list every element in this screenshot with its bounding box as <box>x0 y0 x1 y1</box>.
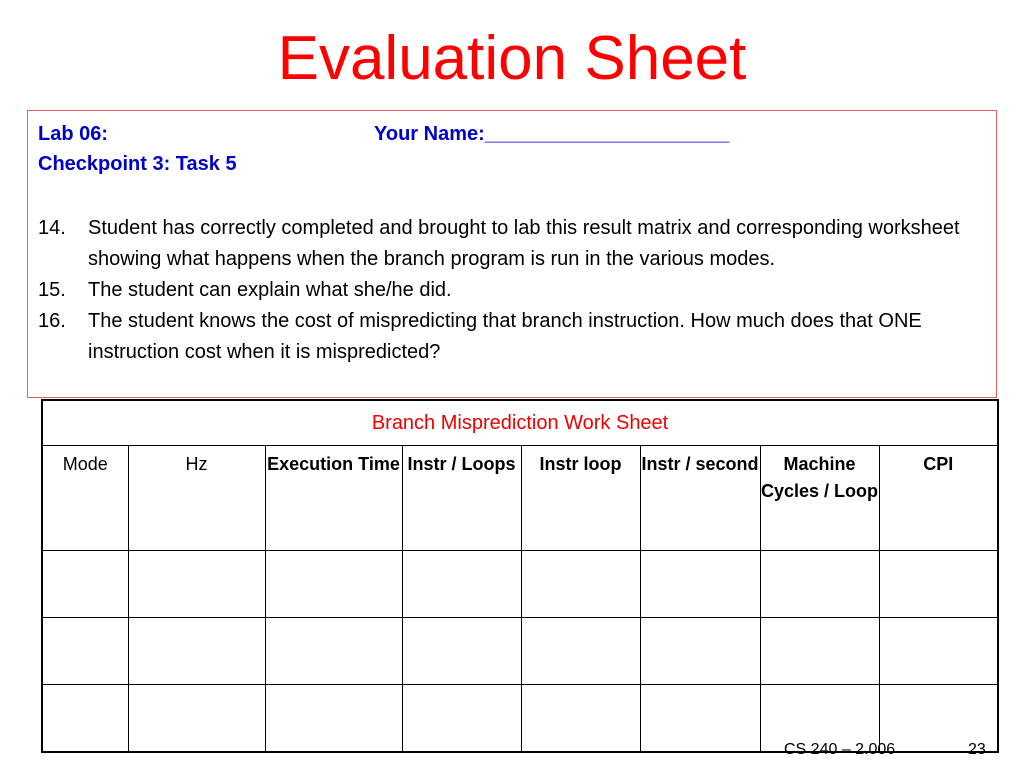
checkpoint-label: Checkpoint 3: Task 5 <box>38 153 237 175</box>
table-row <box>42 551 998 618</box>
table-cell[interactable] <box>42 685 128 753</box>
column-header-instr-loop: Instr loop <box>521 446 640 551</box>
column-header-mode: Mode <box>42 446 128 551</box>
footer-course: CS 240 – 2.006 <box>784 741 896 758</box>
table-cell[interactable] <box>42 618 128 685</box>
item-text: The student can explain what she/he did. <box>88 279 452 301</box>
column-header-instr-loops: Instr / Loops <box>402 446 521 551</box>
table-cell[interactable] <box>640 618 760 685</box>
item-number: 15. <box>38 279 66 301</box>
lab-label: Lab 06: <box>38 123 109 145</box>
footer-page-number: 23 <box>968 741 986 758</box>
table-cell[interactable] <box>265 551 402 618</box>
table-cell[interactable] <box>760 618 879 685</box>
checklist-item <box>38 213 990 275</box>
table-cell[interactable] <box>521 551 640 618</box>
worksheet-header-row <box>42 446 998 551</box>
table-cell[interactable] <box>879 551 998 618</box>
item-text: Student has correctly completed and brought to lab this result matrix and corresponding worksheet showing what happens when the branch program is run in the various modes. <box>88 217 960 270</box>
slide-title: Evaluation Sheet <box>277 24 747 93</box>
column-header-cpi: CPI <box>879 446 998 551</box>
item-text: The student knows the cost of mispredicting that branch instruction. How much does that ONE instruction cost when it is mispredicted? <box>88 310 922 363</box>
checklist <box>38 213 990 368</box>
column-header-instr-second: Instr / second <box>640 446 760 551</box>
your-name-field: Your Name:______________________ <box>374 123 730 145</box>
column-header-hz: Hz <box>128 446 265 551</box>
checklist-item <box>38 275 990 306</box>
table-cell[interactable] <box>402 618 521 685</box>
table-cell[interactable] <box>42 551 128 618</box>
table-cell[interactable] <box>402 685 521 753</box>
table-cell[interactable] <box>128 685 265 753</box>
table-cell[interactable] <box>128 551 265 618</box>
item-number: 14. <box>38 217 66 239</box>
table-cell[interactable] <box>879 618 998 685</box>
table-cell[interactable] <box>521 685 640 753</box>
table-cell[interactable] <box>760 551 879 618</box>
table-cell[interactable] <box>128 618 265 685</box>
evaluation-box <box>27 110 997 398</box>
table-row <box>42 618 998 685</box>
table-cell[interactable] <box>521 618 640 685</box>
branch-misprediction-worksheet <box>41 399 999 753</box>
item-number: 16. <box>38 310 66 332</box>
table-cell[interactable] <box>402 551 521 618</box>
worksheet-caption-row <box>42 400 998 446</box>
table-cell[interactable] <box>265 685 402 753</box>
checklist-item <box>38 306 990 368</box>
table-cell[interactable] <box>640 551 760 618</box>
column-header-machine-cycles-loop: Machine Cycles / Loop <box>760 446 879 551</box>
table-cell[interactable] <box>265 618 402 685</box>
table-cell[interactable] <box>640 685 760 753</box>
column-header-execution-time: Execution Time <box>265 446 402 551</box>
worksheet-caption: Branch Misprediction Work Sheet <box>42 400 998 446</box>
